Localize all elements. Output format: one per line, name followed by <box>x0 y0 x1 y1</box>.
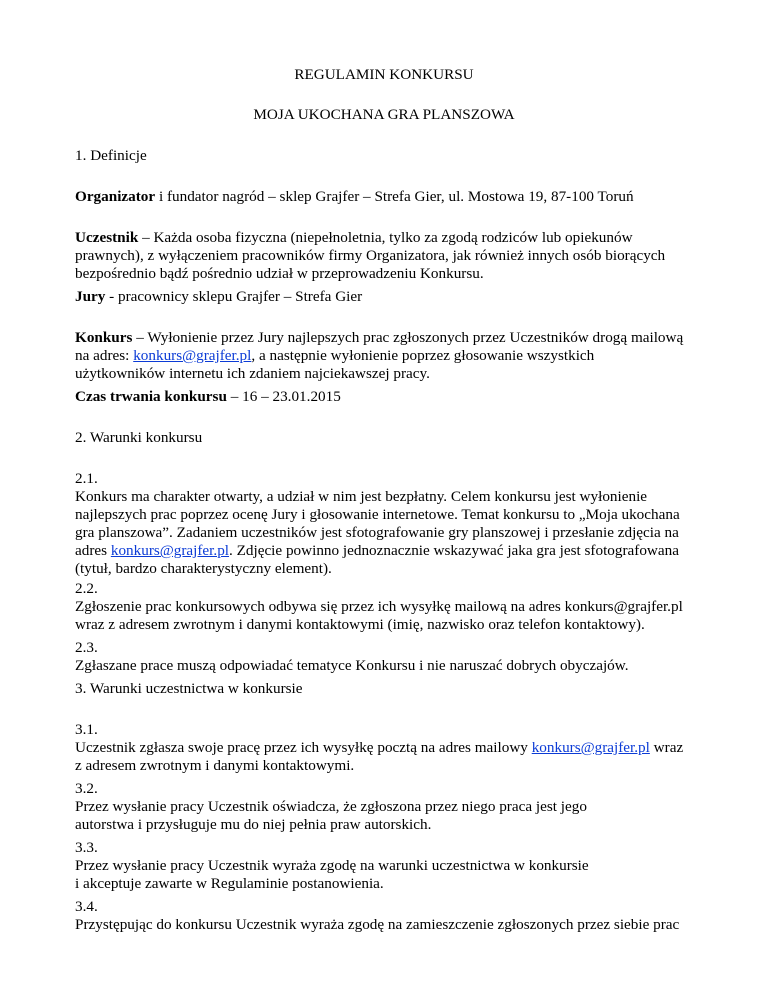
paragraph-2-3 <box>75 639 715 675</box>
term-czas: Czas trwania konkursu <box>75 388 227 405</box>
definition-konkurs <box>75 329 715 383</box>
document-subtitle: MOJA UKOCHANA GRA PLANSZOWA <box>253 106 515 123</box>
paragraph-number: 3.3. <box>75 839 98 856</box>
paragraph-line: Przez wysłanie pracy Uczestnik wyraża zgodę na warunki uczestnictwa w konkursie <box>75 857 589 874</box>
term-organizator: Organizator <box>75 188 156 205</box>
definition-organizator-text: i fundator nagród – sklep Grajfer – Strefa Gier, ul. Mostowa 19, 87-100 Toruń <box>155 188 634 205</box>
email-link[interactable]: konkurs@grajfer.pl <box>133 347 252 364</box>
paragraph-3-4 <box>75 898 715 934</box>
term-konkurs: Konkurs <box>75 329 133 346</box>
paragraph-number: 2.3. <box>75 639 98 656</box>
paragraph-2-1 <box>75 470 715 578</box>
paragraph-line: gra planszowa”. Zadaniem uczestników jest sfotografowanie gry planszowej i przesłanie zdjęcia na <box>75 524 679 541</box>
section-2-heading: 2. Warunki konkursu <box>75 429 203 446</box>
paragraph-line: najlepszych prac poprzez ocenę Jury i głosowanie internetowe. Temat konkursu to „Moja ukochana <box>75 506 680 523</box>
definition-konkurs-line: – Wyłonienie przez Jury najlepszych prac zgłoszonych przez Uczestników drogą mailową <box>132 329 684 346</box>
paragraph-line: (tytuł, bardzo charakterystyczny element). <box>75 560 332 577</box>
term-jury: Jury <box>75 288 106 305</box>
paragraph-number: 3.1. <box>75 721 98 738</box>
definition-uczestnik-line: bezpośrednio bądź pośrednio udział w przeprowadzeniu Konkursu. <box>75 265 484 282</box>
definition-uczestnik-line: – Każda osoba fizyczna (niepełnoletnia, tylko za zgodą rodziców lub opiekunów <box>138 229 633 246</box>
definition-jury <box>75 288 715 306</box>
paragraph-3-1 <box>75 721 715 775</box>
paragraph-3-2 <box>75 780 715 834</box>
definition-czas <box>75 388 715 406</box>
paragraph-number: 2.2. <box>75 580 98 597</box>
definition-konkurs-line: , a następnie wyłonienie poprzez głosowanie wszystkich <box>251 347 595 364</box>
paragraph-line: z adresem zwrotnym i danymi kontaktowymi. <box>75 757 355 774</box>
paragraph-line: wraz z adresem zwrotnym i danymi kontaktowymi (imię, nazwisko oraz telefon kontaktowy). <box>75 616 645 633</box>
definition-uczestnik-line: prawnych), z wyłączeniem pracowników firmy Organizatora, jak również innych osób biorących <box>75 247 666 264</box>
definition-konkurs-line: użytkowników internetu ich zdaniem najciekawszej pracy. <box>75 365 430 382</box>
definition-czas-text: – 16 – 23.01.2015 <box>226 388 341 405</box>
paragraph-line: wraz <box>649 739 684 756</box>
paragraph-line: . Zdjęcie powinno jednoznacznie wskazywać jaka gra jest sfotografowana <box>229 542 679 559</box>
paragraph-line: Przystępując do konkursu Uczestnik wyraża zgodę na zamieszczenie zgłoszonych przez siebie prac <box>75 916 680 933</box>
term-uczestnik: Uczestnik <box>75 229 139 246</box>
paragraph-number: 2.1. <box>75 470 98 487</box>
definition-organizator <box>75 188 715 206</box>
paragraph-line: Uczestnik zgłasza swoje pracę przez ich wysyłkę pocztą na adres mailowy <box>75 739 532 756</box>
paragraph-line: Przez wysłanie pracy Uczestnik oświadcza, że zgłoszona przez niego praca jest jego <box>75 798 587 815</box>
definition-uczestnik <box>75 229 715 283</box>
paragraph-line: Zgłaszane prace muszą odpowiadać tematyce Konkursu i nie naruszać dobrych obyczajów. <box>75 657 629 674</box>
email-link[interactable]: konkurs@grajfer.pl <box>531 739 650 756</box>
section-3-heading: 3. Warunki uczestnictwa w konkursie <box>75 680 303 697</box>
definition-konkurs-line: na adres: <box>75 347 134 364</box>
paragraph-3-3 <box>75 839 715 893</box>
paragraph-line: Zgłoszenie prac konkursowych odbywa się przez ich wysyłkę mailową na adres konkurs@grajfer.pl <box>75 598 683 615</box>
email-link[interactable]: konkurs@grajfer.pl <box>110 542 230 559</box>
paragraph-number: 3.2. <box>75 780 98 797</box>
paragraph-line: Konkurs ma charakter otwarty, a udział w nim jest bezpłatny. Celem konkursu jest wyłonienie <box>75 488 648 505</box>
section-1-heading: 1. Definicje <box>75 147 147 164</box>
definition-jury-text: - pracownicy sklepu Grajfer – Strefa Gier <box>105 288 363 305</box>
paragraph-line: adres <box>75 542 111 559</box>
paragraph-line: i akceptuje zawarte w Regulaminie postanowienia. <box>75 875 384 892</box>
document-title: REGULAMIN KONKURSU <box>294 66 474 83</box>
paragraph-2-2 <box>75 580 715 634</box>
paragraph-number: 3.4. <box>75 898 98 915</box>
paragraph-line: autorstwa i przysługuje mu do niej pełnia praw autorskich. <box>75 816 432 833</box>
